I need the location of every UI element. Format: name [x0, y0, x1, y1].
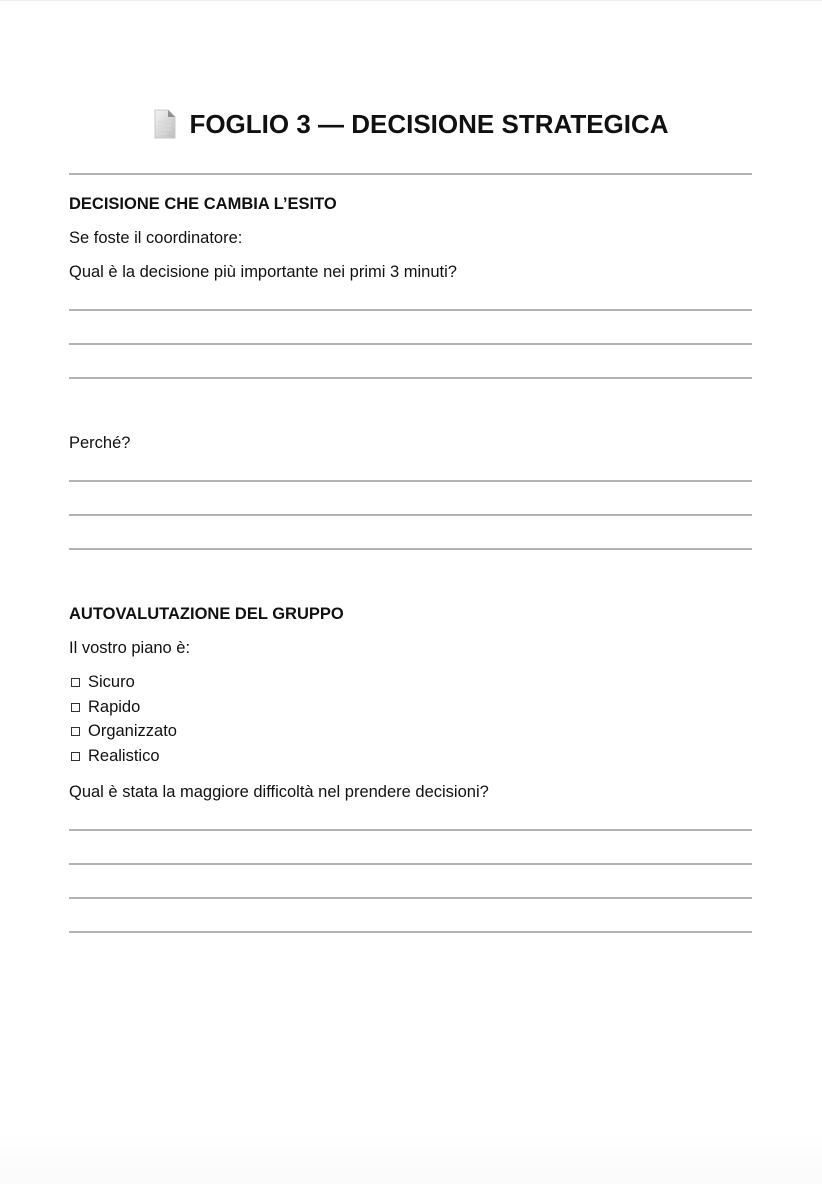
answer-line[interactable] — [69, 931, 752, 933]
page-title: FOGLIO 3 — DECISIONE STRATEGICA — [189, 109, 669, 139]
option-rapido[interactable] — [69, 697, 140, 717]
question-main-difficulty: Qual è stata la maggiore difficoltà nel prendere decisioni? — [69, 783, 489, 801]
answer-line[interactable] — [69, 480, 752, 482]
checkbox-icon[interactable] — [71, 727, 80, 736]
option-label: Sicuro — [88, 673, 135, 691]
answer-line[interactable] — [69, 343, 752, 345]
option-label: Realistico — [88, 747, 160, 765]
section-intro-plan: Il vostro piano è: — [69, 639, 191, 657]
title-row — [0, 106, 822, 142]
option-organizzato[interactable] — [69, 721, 177, 741]
answer-line[interactable] — [69, 863, 752, 865]
question-key-decision: Qual è la decisione più importante nei primi 3 minuti? — [69, 263, 457, 281]
option-realistico[interactable] — [69, 746, 160, 766]
answer-line[interactable] — [69, 829, 752, 831]
section-heading-decision: DECISIONE CHE CAMBIA L’ESITO — [69, 195, 337, 213]
option-label: Organizzato — [88, 722, 177, 740]
question-why: Perché? — [69, 434, 131, 452]
option-sicuro[interactable] — [69, 672, 135, 692]
answer-line[interactable] — [69, 514, 752, 516]
answer-line[interactable] — [69, 377, 752, 379]
option-label: Rapido — [88, 698, 141, 716]
answer-line[interactable] — [69, 897, 752, 899]
answer-line[interactable] — [69, 548, 752, 550]
document-icon — [153, 109, 177, 139]
section-heading-self-assessment: AUTOVALUTAZIONE DEL GRUPPO — [69, 605, 344, 623]
title-divider — [69, 173, 752, 175]
answer-line[interactable] — [69, 309, 752, 311]
checkbox-icon[interactable] — [71, 752, 80, 761]
checkbox-icon[interactable] — [71, 678, 80, 687]
checkbox-icon[interactable] — [71, 703, 80, 712]
section-intro-coordinator: Se foste il coordinatore: — [69, 229, 243, 247]
